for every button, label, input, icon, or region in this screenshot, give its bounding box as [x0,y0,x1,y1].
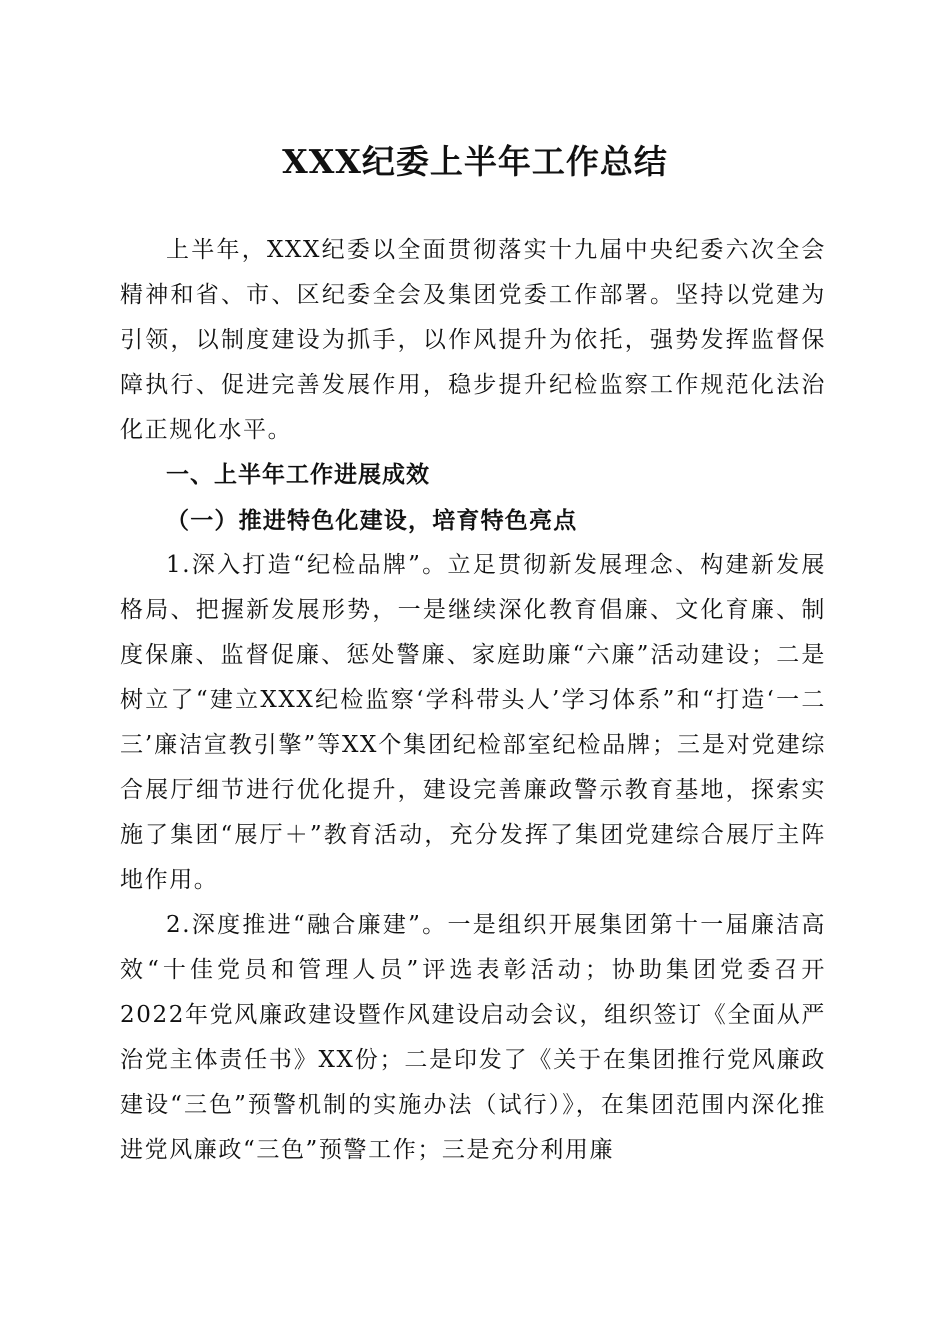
subsection-heading: （一）推进特色化建设，培育特色亮点 [166,507,578,534]
item-paragraph-2: 2.深度推进“融合廉建”。一是组织开展集团第十一届廉洁高效“十佳党员和管理人员”评选表彰活动；协助集团党委召开2022年党风廉政建设暨作风建设启动会议，组织签订《全面从严治党主体责任书》XX份；二是印发了《关于在集团推行党风廉政建设“三色”预警机制的实施办法（试行）》，在集团范围内深化推进党风廉政“三色”预警工作；三是充分利用廉 [120,912,826,1163]
intro-paragraph: 上半年，XXX纪委以全面贯彻落实十九届中央纪委六次全会精神和省、市、区纪委全会及集团党委工作部署。坚持以党建为引领，以制度建设为抓手，以作风提升为依托，强势发挥监督保障执行、促进完善发展作用，稳步提升纪检监察工作规范化法治化正规化水平。 [120,237,826,443]
item-paragraph-1: 1.深入打造“纪检品牌”。立足贯彻新发展理念、构建新发展格局、把握新发展形势，一是继续深化教育倡廉、文化育廉、制度保廉、监督促廉、惩处警廉、家庭助廉“六廉”活动建设；二是树立了“建立XXX纪检监察‘学科带头人’学习体系”和“打造‘一二三’廉洁宣教引擎”等XX个集团纪检部室纪检品牌；三是对党建综合展厅细节进行优化提升，建设完善廉政警示教育基地，探索实施了集团“展厅＋”教育活动，充分发挥了集团党建综合展厅主阵地作用。 [120,552,826,893]
document-title: XXX纪委上半年工作总结 [282,142,668,181]
document-body [120,228,826,1173]
section-heading: 一、上半年工作进展成效 [166,462,430,488]
